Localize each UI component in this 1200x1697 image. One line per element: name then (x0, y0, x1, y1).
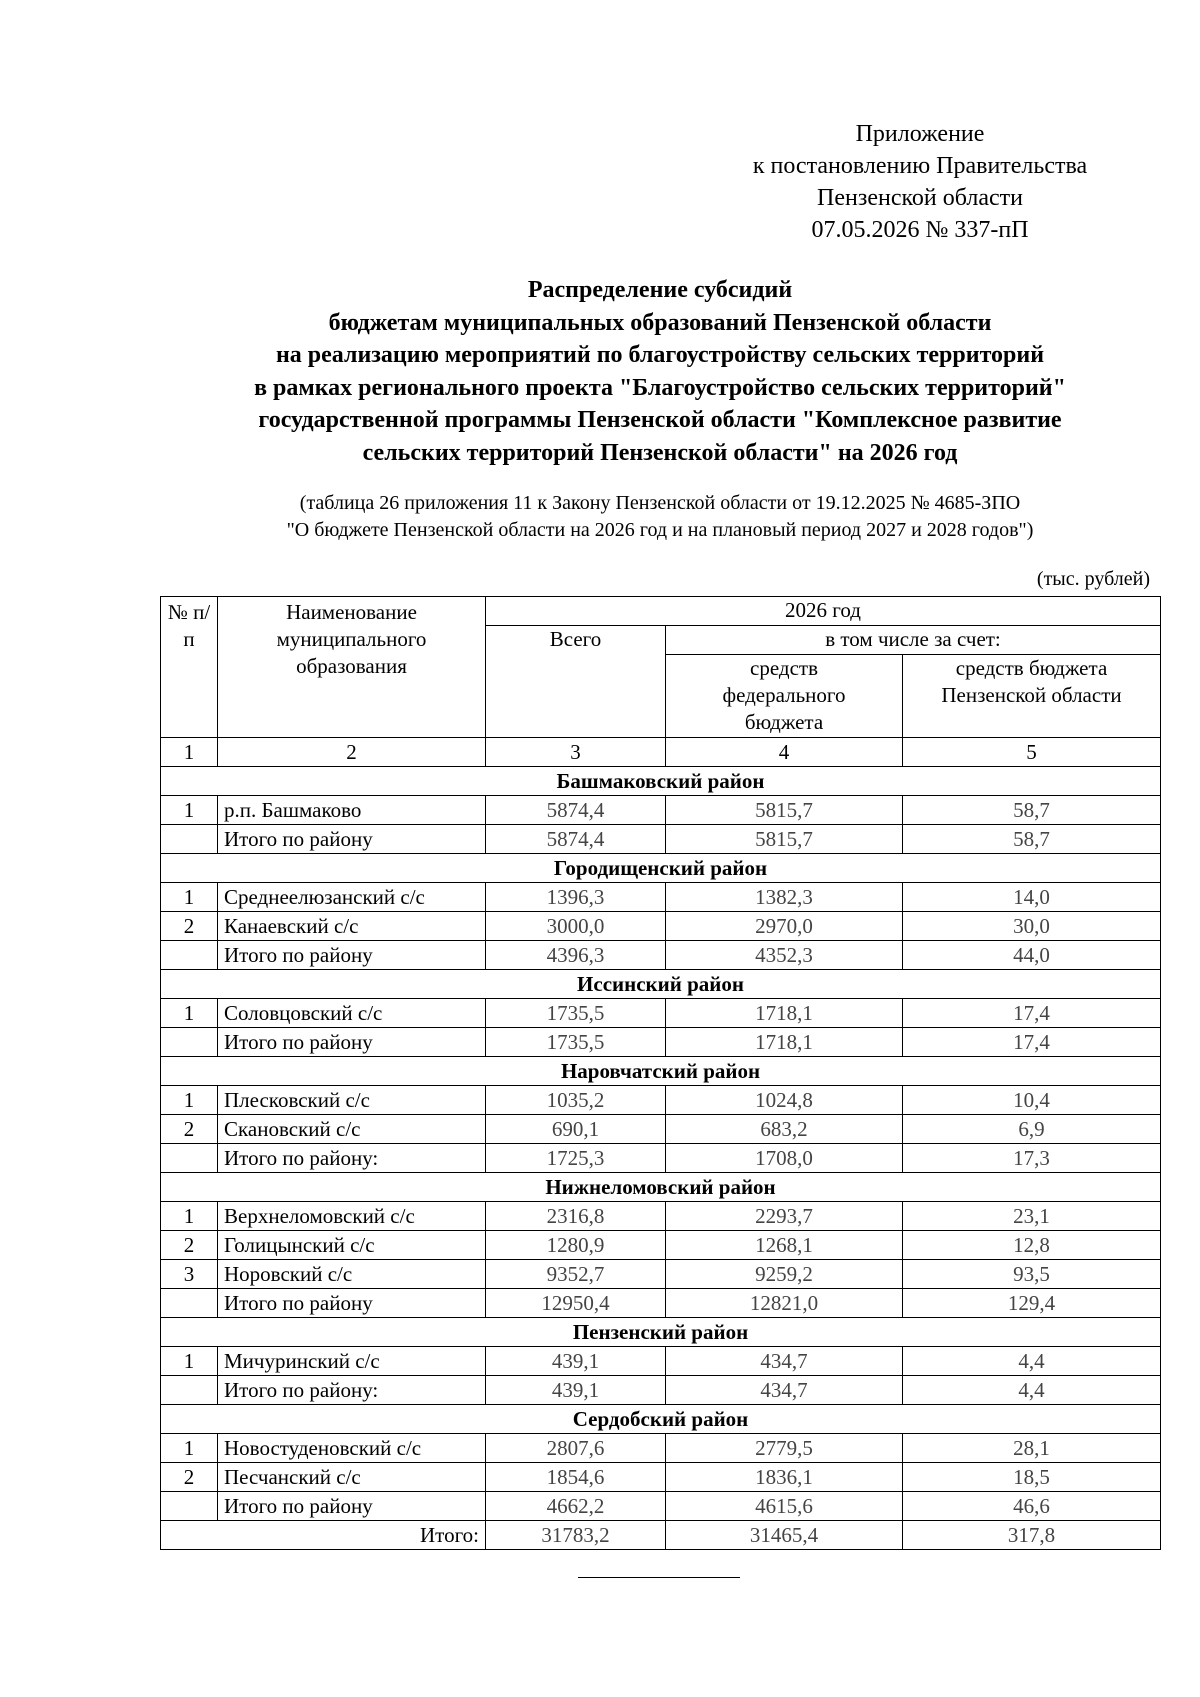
total-value: 439,1 (486, 1376, 666, 1405)
district-name: Сердобский район (161, 1405, 1161, 1434)
table-row (161, 1347, 1161, 1376)
table-row (161, 912, 1161, 941)
row-number: 2 (161, 1231, 218, 1260)
district-total-row (161, 1144, 1161, 1173)
title-line: на реализацию мероприятий по благоустройству сельских территорий (275, 342, 1045, 368)
district-name: Нижнеломовский район (161, 1173, 1161, 1202)
table-row (161, 1463, 1161, 1492)
header-year: 2026 год (486, 597, 1161, 626)
federal-value: 1836,1 (666, 1463, 903, 1492)
total-value: 5874,4 (486, 796, 666, 825)
grand-total-federal: 31465,4 (666, 1521, 903, 1550)
title-line: государственной программы Пензенской области "Комплексное развитие (258, 407, 1062, 433)
regional-value: 44,0 (903, 941, 1161, 970)
municipality-name: Плесковский с/с (218, 1086, 486, 1115)
federal-value: 1718,1 (666, 1028, 903, 1057)
appendix-block (700, 118, 1140, 246)
row-number (161, 941, 218, 970)
regional-value: 129,4 (903, 1289, 1161, 1318)
table-row (161, 1115, 1161, 1144)
regional-value: 23,1 (903, 1202, 1161, 1231)
municipality-name: Голицынский с/с (218, 1231, 486, 1260)
federal-value: 4352,3 (666, 941, 903, 970)
table-row (161, 1086, 1161, 1115)
total-value: 1735,5 (486, 1028, 666, 1057)
total-value: 1725,3 (486, 1144, 666, 1173)
municipality-name: Скановский с/с (218, 1115, 486, 1144)
header-name: Наименование муниципального образования (218, 597, 486, 738)
column-number: 4 (666, 738, 903, 767)
total-value: 1854,6 (486, 1463, 666, 1492)
row-number (161, 1289, 218, 1318)
row-number (161, 1028, 218, 1057)
appendix-line: Приложение (855, 121, 985, 147)
total-value: 2316,8 (486, 1202, 666, 1231)
source-line: (таблица 26 приложения 11 к Закону Пензенской области от 19.12.2025 № 4685-ЗПО (299, 492, 1021, 514)
regional-value: 10,4 (903, 1086, 1161, 1115)
municipality-name: Канаевский с/с (218, 912, 486, 941)
total-value: 1735,5 (486, 999, 666, 1028)
municipality-name: Норовский с/с (218, 1260, 486, 1289)
federal-value: 1718,1 (666, 999, 903, 1028)
regional-value: 14,0 (903, 883, 1161, 912)
total-value: 1035,2 (486, 1086, 666, 1115)
district-total-row (161, 1492, 1161, 1521)
district-name: Иссинский район (161, 970, 1161, 999)
header-num: № п/п (161, 597, 218, 738)
total-value: 1280,9 (486, 1231, 666, 1260)
federal-value: 1268,1 (666, 1231, 903, 1260)
table-row (161, 1434, 1161, 1463)
municipality-name: р.п. Башмаково (218, 796, 486, 825)
header-row (161, 597, 1161, 626)
total-value: 2807,6 (486, 1434, 666, 1463)
table-row (161, 883, 1161, 912)
district-header-row (161, 1173, 1161, 1202)
municipality-name: Среднеелюзанский с/с (218, 883, 486, 912)
regional-value: 6,9 (903, 1115, 1161, 1144)
municipality-name: Итого по району (218, 1028, 486, 1057)
municipality-name: Новостуденовский с/с (218, 1434, 486, 1463)
appendix-line: к постановлению Правительства (752, 153, 1088, 179)
total-value: 12950,4 (486, 1289, 666, 1318)
municipality-name: Итого по району (218, 1289, 486, 1318)
row-number (161, 1376, 218, 1405)
source-line: "О бюджете Пензенской области на 2026 год и на плановый период 2027 и 2028 годов") (286, 519, 1034, 541)
federal-value: 5815,7 (666, 825, 903, 854)
regional-value: 4,4 (903, 1347, 1161, 1376)
total-value: 4662,2 (486, 1492, 666, 1521)
municipality-name: Итого по району: (218, 1376, 486, 1405)
district-total-row (161, 1289, 1161, 1318)
row-number: 1 (161, 1202, 218, 1231)
total-value: 4396,3 (486, 941, 666, 970)
regional-value: 17,4 (903, 999, 1161, 1028)
federal-value: 12821,0 (666, 1289, 903, 1318)
regional-value: 18,5 (903, 1463, 1161, 1492)
federal-value: 1382,3 (666, 883, 903, 912)
district-name: Городищенский район (161, 854, 1161, 883)
grand-total-regional: 317,8 (903, 1521, 1161, 1550)
row-number: 2 (161, 1115, 218, 1144)
column-number: 3 (486, 738, 666, 767)
district-total-row (161, 825, 1161, 854)
district-total-row (161, 1028, 1161, 1057)
regional-value: 17,3 (903, 1144, 1161, 1173)
total-value: 439,1 (486, 1347, 666, 1376)
federal-value: 2970,0 (666, 912, 903, 941)
regional-value: 93,5 (903, 1260, 1161, 1289)
district-name: Башмаковский район (161, 767, 1161, 796)
district-name: Пензенский район (161, 1318, 1161, 1347)
municipality-name: Мичуринский с/с (218, 1347, 486, 1376)
table-row (161, 1202, 1161, 1231)
regional-value: 58,7 (903, 825, 1161, 854)
title-line: Распределение субсидий (527, 277, 793, 303)
row-number (161, 825, 218, 854)
header-including: в том числе за счет: (666, 626, 1161, 655)
title-line: в рамках регионального проекта "Благоустройство сельских территорий" (254, 374, 1066, 401)
grand-total-value: 31783,2 (486, 1521, 666, 1550)
units-label: (тыс. рублей) (1036, 568, 1150, 590)
federal-value: 1708,0 (666, 1144, 903, 1173)
municipality-name: Итого по району (218, 1492, 486, 1521)
federal-value: 5815,7 (666, 796, 903, 825)
district-header-row (161, 970, 1161, 999)
grand-total-row (161, 1521, 1161, 1550)
municipality-name: Песчанский с/с (218, 1463, 486, 1492)
document-title (140, 274, 1180, 469)
district-header-row (161, 767, 1161, 796)
regional-value: 28,1 (903, 1434, 1161, 1463)
federal-value: 2779,5 (666, 1434, 903, 1463)
district-header-row (161, 854, 1161, 883)
row-number: 1 (161, 796, 218, 825)
district-header-row (161, 1318, 1161, 1347)
regional-value: 12,8 (903, 1231, 1161, 1260)
federal-value: 1024,8 (666, 1086, 903, 1115)
row-number (161, 1144, 218, 1173)
regional-value: 58,7 (903, 796, 1161, 825)
federal-value: 434,7 (666, 1347, 903, 1376)
federal-value: 9259,2 (666, 1260, 903, 1289)
regional-value: 17,4 (903, 1028, 1161, 1057)
row-number: 3 (161, 1260, 218, 1289)
municipality-name: Итого по району (218, 941, 486, 970)
column-number: 5 (903, 738, 1161, 767)
row-number: 2 (161, 1463, 218, 1492)
district-header-row (161, 1057, 1161, 1086)
row-number: 1 (161, 1347, 218, 1376)
district-header-row (161, 1405, 1161, 1434)
federal-value: 434,7 (666, 1376, 903, 1405)
column-number-row (161, 738, 1161, 767)
end-divider (578, 1577, 740, 1578)
federal-value: 683,2 (666, 1115, 903, 1144)
table-row (161, 1260, 1161, 1289)
row-number: 1 (161, 999, 218, 1028)
table-row (161, 999, 1161, 1028)
total-value: 9352,7 (486, 1260, 666, 1289)
grand-total-label: Итого: (161, 1521, 486, 1550)
total-value: 5874,4 (486, 825, 666, 854)
municipality-name: Итого по району (218, 825, 486, 854)
federal-value: 4615,6 (666, 1492, 903, 1521)
title-line: сельских территорий Пензенской области" на 2026 год (362, 439, 958, 466)
row-number: 1 (161, 1434, 218, 1463)
table-row (161, 796, 1161, 825)
subsidy-table (160, 596, 1161, 1550)
row-number (161, 1492, 218, 1521)
table-row (161, 1231, 1161, 1260)
total-value: 1396,3 (486, 883, 666, 912)
row-number: 1 (161, 883, 218, 912)
municipality-name: Верхнеломовский с/с (218, 1202, 486, 1231)
total-value: 690,1 (486, 1115, 666, 1144)
column-number: 1 (161, 738, 218, 767)
row-number: 2 (161, 912, 218, 941)
total-value: 3000,0 (486, 912, 666, 941)
regional-value: 30,0 (903, 912, 1161, 941)
regional-value: 4,4 (903, 1376, 1161, 1405)
appendix-line: Пензенской области (817, 185, 1023, 211)
row-number: 1 (161, 1086, 218, 1115)
header-federal: средств федерального бюджета (666, 655, 903, 738)
appendix-date-number: 07.05.2026 № 337-пП (811, 217, 1029, 243)
header-regional: средств бюджета Пензенской области (903, 655, 1161, 738)
title-line: бюджетам муниципальных образований Пензенской области (328, 309, 992, 336)
municipality-name: Итого по району: (218, 1144, 486, 1173)
federal-value: 2293,7 (666, 1202, 903, 1231)
municipality-name: Соловцовский с/с (218, 999, 486, 1028)
column-number: 2 (218, 738, 486, 767)
source-reference (160, 490, 1160, 544)
regional-value: 46,6 (903, 1492, 1161, 1521)
header-total: Всего (486, 626, 666, 738)
district-total-row (161, 1376, 1161, 1405)
district-name: Наровчатский район (161, 1057, 1161, 1086)
district-total-row (161, 941, 1161, 970)
